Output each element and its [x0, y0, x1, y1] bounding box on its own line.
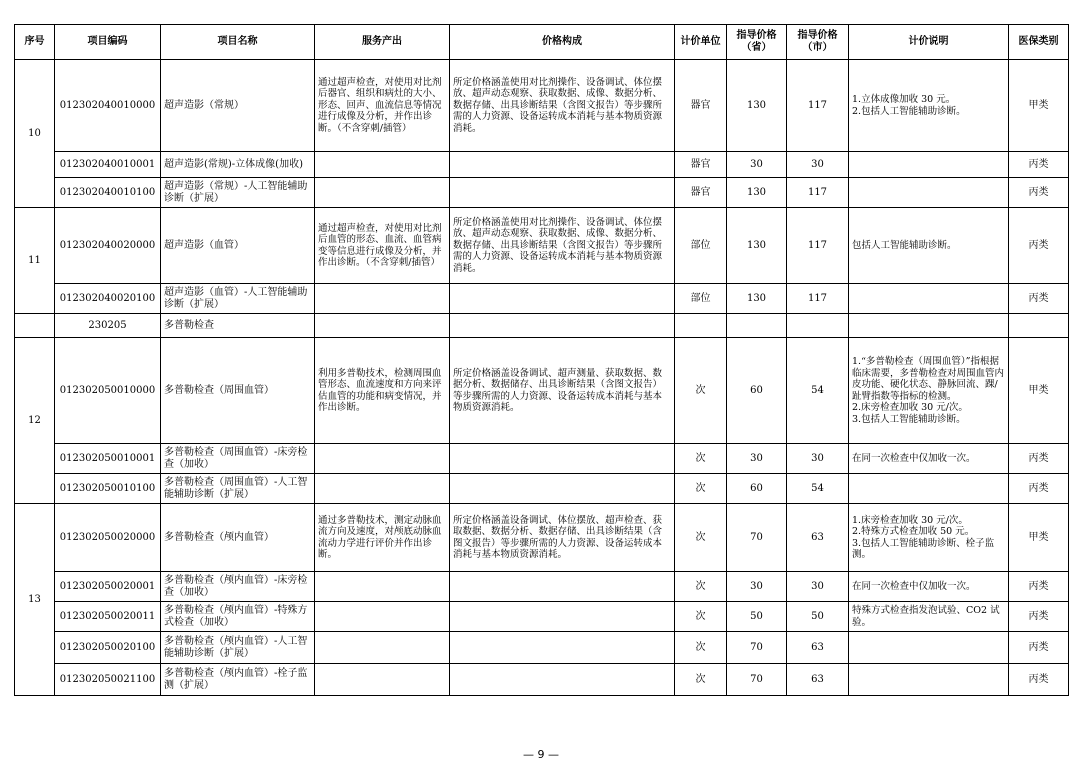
header-price-province: 指导价格（省） [727, 25, 787, 60]
pricing-note-cell: 1.床旁检查加收 30 元/次。 2.特殊方式检查加收 50 元。 3.包括人工智能辅助诊断、栓子监测。 [849, 504, 1009, 572]
pricing-note-cell [849, 474, 1009, 504]
price-city-cell: 54 [787, 338, 849, 444]
section-name: 多普勒检查 [161, 314, 315, 338]
unit-cell: 器官 [675, 152, 727, 178]
insurance-cell: 丙类 [1009, 208, 1069, 284]
name-cell: 多普勒检查（颅内血管） [161, 504, 315, 572]
pricing-note-cell: 在同一次检查中仅加收一次。 [849, 444, 1009, 474]
seq-cell: 13 [15, 504, 55, 696]
insurance-cell: 丙类 [1009, 602, 1069, 632]
price-composition-cell [450, 152, 675, 178]
insurance-cell: 丙类 [1009, 178, 1069, 208]
price-composition-cell [450, 602, 675, 632]
price-composition-cell [450, 664, 675, 696]
service-cell: 通过多普勒技术，测定动脉血流方向及速度，对颅底动脉血流动力学进行评价并作出诊断。 [315, 504, 450, 572]
name-cell: 多普勒检查（周围血管）-人工智能辅助诊断（扩展） [161, 474, 315, 504]
page-number: — 9 — [523, 748, 559, 761]
unit-cell: 次 [675, 474, 727, 504]
unit-cell: 部位 [675, 284, 727, 314]
seq-cell: 10 [15, 60, 55, 208]
service-cell [315, 474, 450, 504]
unit-cell: 次 [675, 572, 727, 602]
code-cell: 012302050020000 [55, 504, 161, 572]
price-city-cell: 63 [787, 504, 849, 572]
table-row [15, 504, 1069, 572]
service-cell [315, 664, 450, 696]
price-composition-cell: 所定价格涵盖设备调试、超声测量、获取数据、数据分析、数据储存、出具诊断结果（含图文报告）等步骤所需的人力资源、设备运转成本消耗与基本物质资源消耗。 [450, 338, 675, 444]
code-cell: 012302040020000 [55, 208, 161, 284]
price-city-cell: 30 [787, 152, 849, 178]
unit-cell: 器官 [675, 178, 727, 208]
price-composition-cell: 所定价格涵盖使用对比剂操作、设备调试、体位摆放、超声动态观察、获取数据、成像、数据分析、数据存储、出具诊断结果（含图文报告）等步骤所需的人力资源、设备运转成本消耗与基本物质资源消耗。 [450, 208, 675, 284]
price-province-cell: 60 [727, 338, 787, 444]
pricing-note-cell: 1.立体成像加收 30 元。 2.包括人工智能辅助诊断。 [849, 60, 1009, 152]
price-composition-cell: 所定价格涵盖使用对比剂操作、设备调试、体位摆放、超声动态观察、获取数据、成像、数据分析、数据存储、出具诊断结果（含图文报告）等步骤所需的人力资源、设备运转成本消耗与基本物质资源消耗。 [450, 60, 675, 152]
code-cell: 012302050020100 [55, 632, 161, 664]
code-cell: 012302040010001 [55, 152, 161, 178]
seq-cell: 11 [15, 208, 55, 314]
name-cell: 多普勒检查（颅内血管）-床旁检查（加收） [161, 572, 315, 602]
header-service: 服务产出 [315, 25, 450, 60]
pricing-note-cell [849, 152, 1009, 178]
pricing-note-cell: 特殊方式检查指发泡试验、CO2 试验。 [849, 602, 1009, 632]
table-row [15, 152, 1069, 178]
code-cell: 012302050020001 [55, 572, 161, 602]
name-cell: 多普勒检查（周围血管） [161, 338, 315, 444]
code-cell: 012302050010100 [55, 474, 161, 504]
price-province-cell: 70 [727, 504, 787, 572]
table-header-row [15, 25, 1069, 60]
price-composition-cell [450, 444, 675, 474]
unit-cell: 器官 [675, 60, 727, 152]
service-cell: 利用多普勒技术，检测周围血管形态、血流速度和方向来评估血管的功能和病变情况，并作出诊断。 [315, 338, 450, 444]
code-cell: 012302050021100 [55, 664, 161, 696]
price-province-cell: 130 [727, 284, 787, 314]
insurance-cell: 丙类 [1009, 444, 1069, 474]
code-cell: 012302050020011 [55, 602, 161, 632]
unit-cell: 部位 [675, 208, 727, 284]
price-province-cell: 30 [727, 152, 787, 178]
header-price-city: 指导价格（市） [787, 25, 849, 60]
table-row [15, 60, 1069, 152]
table-row [15, 602, 1069, 632]
price-province-cell: 60 [727, 474, 787, 504]
empty-cell [787, 314, 849, 338]
table-row [15, 444, 1069, 474]
price-city-cell: 117 [787, 178, 849, 208]
unit-cell: 次 [675, 504, 727, 572]
table-row [15, 284, 1069, 314]
table-row [15, 572, 1069, 602]
table-row [15, 664, 1069, 696]
price-province-cell: 30 [727, 572, 787, 602]
service-cell [315, 178, 450, 208]
insurance-cell: 丙类 [1009, 572, 1069, 602]
price-composition-cell [450, 572, 675, 602]
pricing-note-cell [849, 632, 1009, 664]
service-cell [315, 284, 450, 314]
service-cell [315, 632, 450, 664]
unit-cell: 次 [675, 444, 727, 474]
name-cell: 多普勒检查（颅内血管）-特殊方式检查（加收） [161, 602, 315, 632]
header-name: 项目名称 [161, 25, 315, 60]
section-seq-cell [15, 314, 55, 338]
unit-cell: 次 [675, 602, 727, 632]
name-cell: 超声造影(常规)-立体成像(加收) [161, 152, 315, 178]
section-code: 230205 [55, 314, 161, 338]
price-composition-cell [450, 474, 675, 504]
price-city-cell: 30 [787, 444, 849, 474]
price-province-cell: 130 [727, 208, 787, 284]
pricing-table [14, 24, 1069, 696]
price-province-cell: 50 [727, 602, 787, 632]
seq-cell: 12 [15, 338, 55, 504]
name-cell: 超声造影（常规） [161, 60, 315, 152]
price-city-cell: 117 [787, 284, 849, 314]
price-city-cell: 63 [787, 632, 849, 664]
code-cell: 012302050010000 [55, 338, 161, 444]
empty-cell [1009, 314, 1069, 338]
name-cell: 超声造影（血管）-人工智能辅助诊断（扩展） [161, 284, 315, 314]
price-composition-cell [450, 632, 675, 664]
code-cell: 012302040010100 [55, 178, 161, 208]
name-cell: 超声造影（常规）-人工智能辅助诊断（扩展） [161, 178, 315, 208]
price-city-cell: 30 [787, 572, 849, 602]
name-cell: 多普勒检查（颅内血管）-栓子监测（扩展） [161, 664, 315, 696]
insurance-cell: 甲类 [1009, 504, 1069, 572]
unit-cell: 次 [675, 338, 727, 444]
header-unit: 计价单位 [675, 25, 727, 60]
price-city-cell: 117 [787, 208, 849, 284]
insurance-cell: 甲类 [1009, 338, 1069, 444]
section-row [15, 314, 1069, 338]
header-insurance: 医保类别 [1009, 25, 1069, 60]
service-cell [315, 602, 450, 632]
insurance-cell: 甲类 [1009, 60, 1069, 152]
price-province-cell: 130 [727, 178, 787, 208]
pricing-note-cell [849, 284, 1009, 314]
empty-cell [675, 314, 727, 338]
price-composition-cell [450, 284, 675, 314]
insurance-cell: 丙类 [1009, 664, 1069, 696]
code-cell: 012302040020100 [55, 284, 161, 314]
header-seq: 序号 [15, 25, 55, 60]
name-cell: 多普勒检查（周围血管）-床旁检查（加收） [161, 444, 315, 474]
price-province-cell: 30 [727, 444, 787, 474]
price-city-cell: 50 [787, 602, 849, 632]
price-composition-cell: 所定价格涵盖设备调试、体位摆放、超声检查、获取数据、数据分析、数据存储、出具诊断结果（含图文报告）等步骤所需的人力资源、设备运转成本消耗与基本物质资源消耗。 [450, 504, 675, 572]
header-pricing-note: 计价说明 [849, 25, 1009, 60]
pricing-note-cell: 包括人工智能辅助诊断。 [849, 208, 1009, 284]
price-city-cell: 63 [787, 664, 849, 696]
table-row [15, 474, 1069, 504]
empty-cell [849, 314, 1009, 338]
unit-cell: 次 [675, 664, 727, 696]
service-cell [315, 152, 450, 178]
price-city-cell: 54 [787, 474, 849, 504]
name-cell: 多普勒检查（颅内血管）-人工智能辅助诊断（扩展） [161, 632, 315, 664]
service-cell [315, 572, 450, 602]
price-province-cell: 70 [727, 632, 787, 664]
header-price-composition: 价格构成 [450, 25, 675, 60]
code-cell: 012302050010001 [55, 444, 161, 474]
unit-cell: 次 [675, 632, 727, 664]
price-city-cell: 117 [787, 60, 849, 152]
pricing-note-cell: 1.“多普勒检查（周围血管）”指根据临床需要，多普勒检查对周围血管内皮功能、硬化状态、静脉回流、踝/趾臂指数等指标的检测。 2.床旁检查加收 30 元/次。 3.包括人工智能辅助诊断。 [849, 338, 1009, 444]
table-row [15, 178, 1069, 208]
insurance-cell: 丙类 [1009, 284, 1069, 314]
service-cell: 通过超声检查，对使用对比剂后器官、组织和病灶的大小、形态、回声、血流信息等情况进行成像及分析，并作出诊断。（不含穿刺/插管） [315, 60, 450, 152]
service-cell [315, 444, 450, 474]
price-province-cell: 70 [727, 664, 787, 696]
price-province-cell: 130 [727, 60, 787, 152]
service-cell: 通过超声检查，对使用对比剂后血管的形态、血流、血管病变等信息进行成像及分析，并作出诊断。（不含穿刺/插管） [315, 208, 450, 284]
table-row [15, 208, 1069, 284]
insurance-cell: 丙类 [1009, 474, 1069, 504]
pricing-note-cell: 在同一次检查中仅加收一次。 [849, 572, 1009, 602]
pricing-note-cell [849, 178, 1009, 208]
code-cell: 012302040010000 [55, 60, 161, 152]
name-cell: 超声造影（血管） [161, 208, 315, 284]
empty-cell [450, 314, 675, 338]
empty-cell [727, 314, 787, 338]
price-composition-cell [450, 178, 675, 208]
table-row [15, 632, 1069, 664]
table-row [15, 338, 1069, 444]
insurance-cell: 丙类 [1009, 632, 1069, 664]
insurance-cell: 丙类 [1009, 152, 1069, 178]
header-code: 项目编码 [55, 25, 161, 60]
empty-cell [315, 314, 450, 338]
pricing-note-cell [849, 664, 1009, 696]
